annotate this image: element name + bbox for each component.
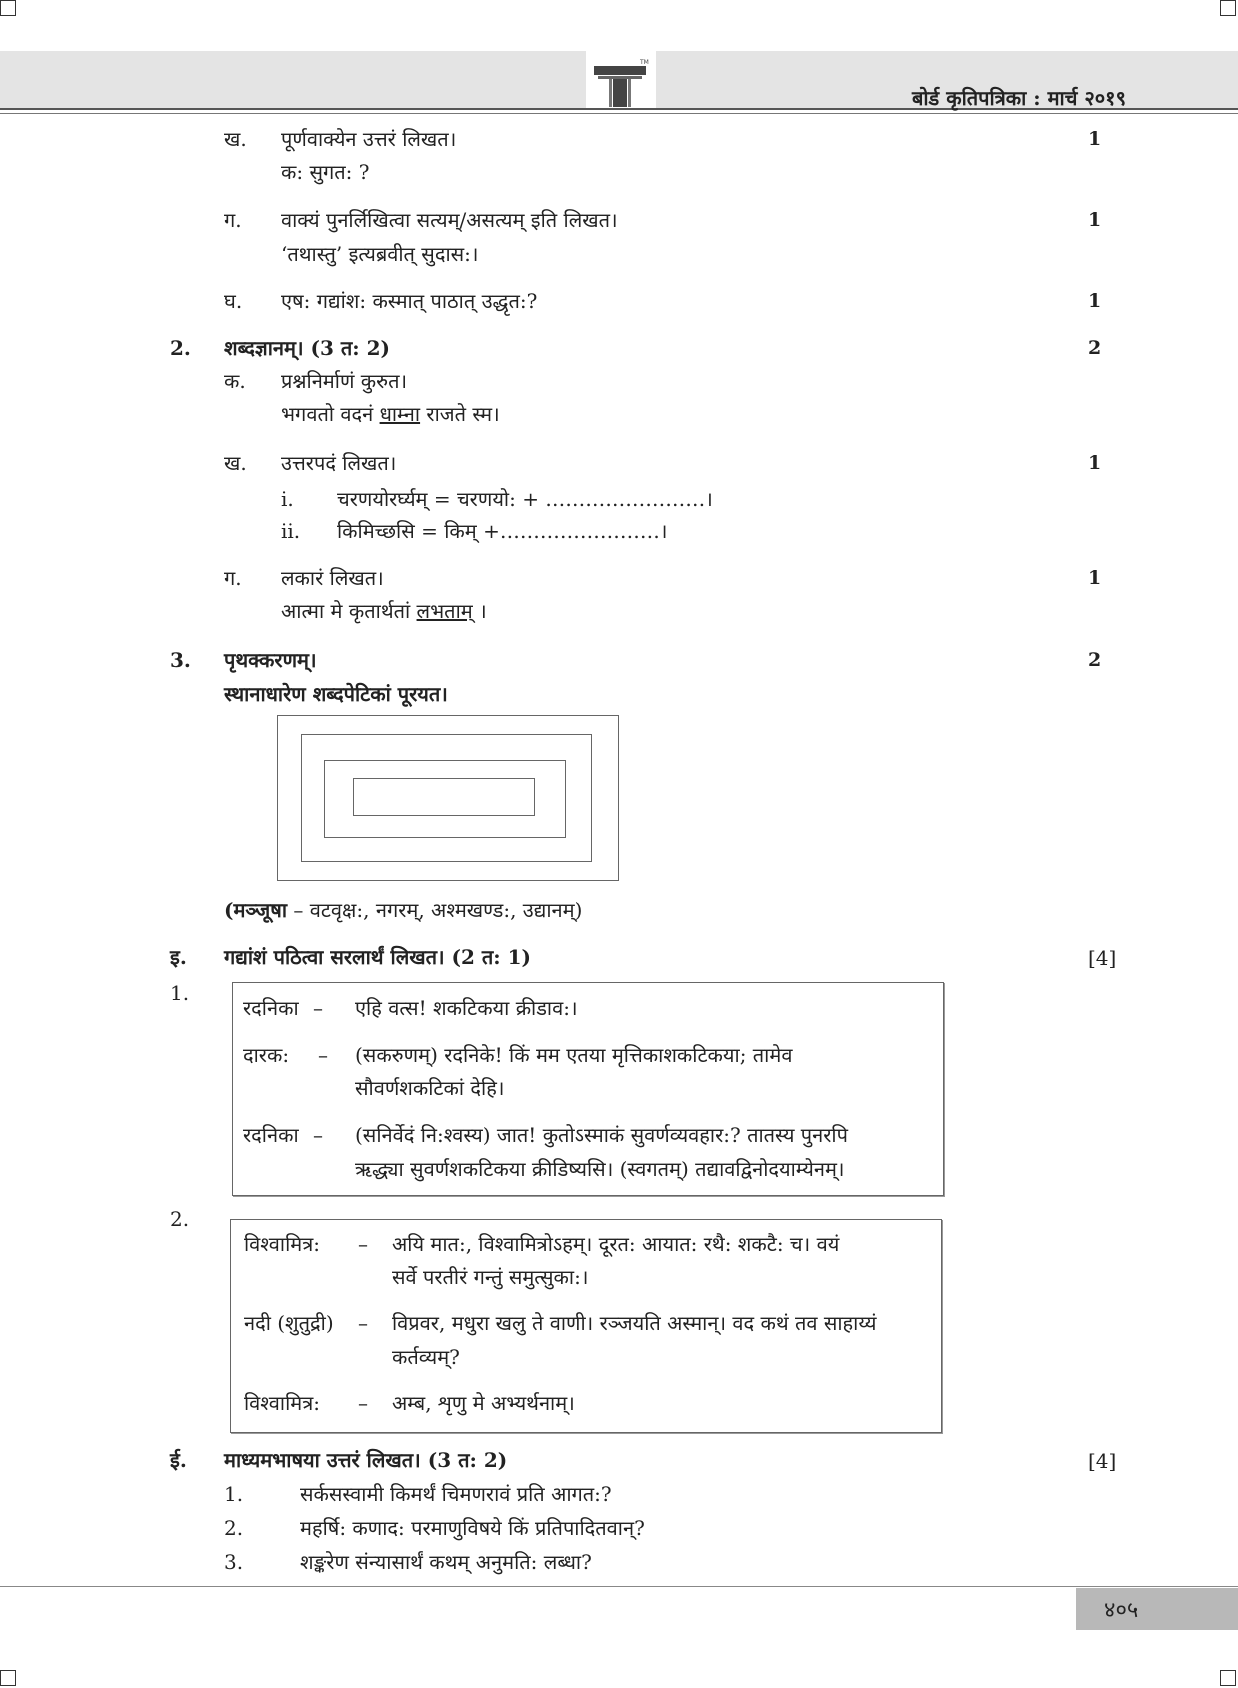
crop-mark-bottom-right bbox=[1220, 1670, 1236, 1686]
q3-number: 3. bbox=[170, 648, 191, 672]
passage-2-number: 2. bbox=[170, 1207, 190, 1231]
section-i-label: इ. bbox=[170, 945, 187, 969]
passage-2-line-1b: सर्वे परतीरं गन्तुं समुत्सुका:। bbox=[392, 1265, 589, 1289]
q2-ka-sentence-post: राजते स्म। bbox=[420, 402, 500, 426]
page-number: ४०५ bbox=[1104, 1598, 1139, 1623]
passage-2-speaker-3: विश्वामित्र: bbox=[244, 1391, 321, 1415]
passage-2-dash-2: – bbox=[358, 1311, 368, 1335]
q2-ka-sentence-underlined: धाम्ना bbox=[379, 402, 421, 426]
passage-1-speaker-2: दारक: bbox=[243, 1043, 290, 1067]
crop-mark-top-left bbox=[0, 0, 16, 16]
passage-1-line-3a: (सनिर्वेदं नि:श्वस्य) जात! कुतोऽस्माकं सुवर्णव्यवहार:? तातस्य पुनरपि bbox=[355, 1123, 848, 1147]
q2-ka-text: प्रश्ननिर्माणं कुरुत। bbox=[281, 369, 408, 393]
passage-2-dash-1: – bbox=[358, 1232, 368, 1256]
section-ii-title: माध्यमभाषया उत्तरं लिखत। (3 त: 2) bbox=[224, 1448, 508, 1472]
q2-kha-item-2-text: किमिच्छसि = किम् +……………………। bbox=[337, 519, 668, 543]
section-ii-item-3-text: शङ्करेण संन्यासार्थं कथम् अनुमति: लब्धा? bbox=[300, 1550, 592, 1574]
passage-2-line-3: अम्ब, शृणु मे अभ्यर्थनाम्। bbox=[392, 1391, 575, 1415]
section-ii-item-1-text: सर्कसस्वामी किमर्थं चिमणरावं प्रति आगत:? bbox=[300, 1482, 612, 1506]
q3-instruction: स्थानाधारेण शब्दपेटिकां पूरयत। bbox=[224, 682, 448, 706]
section-ii-item-2-text: महर्षि: कणाद: परमाणुविषये किं प्रतिपादितवान्? bbox=[300, 1516, 645, 1540]
q2-kha-label: ख. bbox=[224, 451, 247, 475]
q1-kha-text: पूर्णवाक्येन उत्तरं लिखत। bbox=[281, 127, 457, 151]
passage-1-line-3b: ऋद्ध्या सुवर्णशकटिकया क्रीडिष्यसि। (स्वगतम्) तद्यावद्विनोदयाम्येनम्। bbox=[355, 1157, 845, 1181]
q2-marks: 2 bbox=[1088, 337, 1102, 359]
q1-ga-label: ग. bbox=[224, 208, 242, 232]
q2-ga-sentence-pre: आत्मा मे कृतार्थतां bbox=[281, 599, 417, 623]
passage-1-number: 1. bbox=[170, 981, 190, 1005]
q2-ka-label: क. bbox=[224, 369, 246, 393]
q2-kha-item-1-num: i. bbox=[281, 487, 294, 511]
q2-ga-sentence-underlined: लभताम् bbox=[416, 599, 473, 623]
passage-2-line-2a: विप्रवर, मधुरा खलु ते वाणी। रञ्जयति अस्मान्। वद कथं तव साहाय्यं bbox=[392, 1311, 877, 1335]
q2-ga-label: ग. bbox=[224, 566, 242, 590]
header-rule-thin bbox=[0, 113, 1238, 114]
page-title: बोर्ड कृतिपत्रिका : मार्च २०१९ bbox=[911, 86, 1126, 110]
manjusha-words: – वटवृक्ष:, नगरम्, अश्मखण्ड:, उद्यानम्) bbox=[287, 898, 583, 922]
section-ii-item-1-num: 1. bbox=[224, 1482, 244, 1506]
q1-kha-question: क: सुगत: ? bbox=[281, 160, 370, 184]
passage-1-line-1: एहि वत्स! शकटिकया क्रीडाव:। bbox=[355, 996, 578, 1020]
logo-tm: TM bbox=[640, 59, 649, 66]
q1-ga-marks: 1 bbox=[1088, 209, 1102, 231]
section-ii-marks: [4] bbox=[1088, 1449, 1117, 1473]
passage-1-speaker-1: रदनिका bbox=[243, 996, 299, 1020]
passage-1-dash-2: – bbox=[318, 1043, 328, 1067]
q3-title: पृथक्करणम्। bbox=[224, 648, 317, 672]
section-i-marks: [4] bbox=[1088, 946, 1117, 970]
q1-gha-text: एष: गद्यांश: कस्मात् पाठात् उद्धृत:? bbox=[281, 289, 538, 313]
q2-ka-sentence bbox=[281, 401, 500, 427]
q2-kha-item-1-text: चरणयोरर्घ्यम् = चरणयो: + ……………………। bbox=[337, 487, 713, 511]
passage-2-speaker-1: विश्वामित्र: bbox=[244, 1232, 321, 1256]
section-ii-item-3-num: 3. bbox=[224, 1550, 244, 1574]
section-ii-label: ई. bbox=[170, 1448, 187, 1472]
q1-gha-marks: 1 bbox=[1088, 290, 1102, 312]
passage-1-dash-1: – bbox=[313, 996, 323, 1020]
q2-ka-sentence-pre: भगवतो वदनं bbox=[281, 402, 380, 426]
crop-mark-top-right bbox=[1220, 0, 1236, 16]
q2-kha-text: उत्तरपदं लिखत। bbox=[281, 451, 397, 475]
q2-kha-item-2-num: ii. bbox=[281, 519, 301, 543]
publisher-logo-icon bbox=[590, 58, 652, 108]
q1-kha-marks: 1 bbox=[1088, 128, 1102, 150]
q3-marks: 2 bbox=[1088, 649, 1102, 671]
q1-gha-label: घ. bbox=[224, 289, 243, 313]
crop-mark-bottom-left bbox=[0, 1670, 16, 1686]
passage-1-line-2a: (सकरुणम्) रदनिके! किं मम एतया मृत्तिकाशकटिकया; तामेव bbox=[355, 1043, 793, 1067]
passage-2-speaker-2: नदी (शुतुद्री) bbox=[244, 1311, 334, 1335]
section-ii-item-2-num: 2. bbox=[224, 1516, 244, 1540]
q2-ga-sentence-post: । bbox=[472, 599, 487, 623]
q2-ga-text: लकारं लिखत। bbox=[281, 566, 384, 590]
passage-2-line-1a: अयि मात:, विश्वामित्रोऽहम्। दूरत: आयात: रथै: शकटै: च। वयं bbox=[392, 1232, 840, 1256]
passage-2-dash-3: – bbox=[358, 1391, 368, 1415]
q1-kha-label: ख. bbox=[224, 127, 247, 151]
passage-1-speaker-3: रदनिका bbox=[243, 1123, 299, 1147]
q2-title: शब्दज्ञानम्। (3 त: 2) bbox=[224, 336, 390, 360]
manjusha-label: (मञ्जूषा bbox=[224, 898, 288, 922]
q2-ga-sentence bbox=[281, 598, 487, 624]
word-box-inner[interactable] bbox=[353, 778, 535, 816]
header-band-left bbox=[0, 51, 586, 108]
q1-ga-statement: ‘तथास्तु’ इत्यब्रवीत् सुदास:। bbox=[281, 242, 479, 266]
q2-number: 2. bbox=[170, 336, 191, 360]
footer-page-band bbox=[1076, 1588, 1238, 1630]
section-i-title: गद्यांशं पठित्वा सरलार्थं लिखत। (2 त: 1) bbox=[224, 945, 532, 969]
footer-rule bbox=[0, 1586, 1238, 1587]
passage-2-line-2b: कर्तव्यम्? bbox=[392, 1345, 460, 1369]
q1-ga-text: वाक्यं पुनर्लिखित्वा सत्यम्/असत्यम् इति लिखत। bbox=[281, 208, 618, 232]
manjusha-word-list bbox=[224, 897, 582, 923]
q2-ga-marks: 1 bbox=[1088, 567, 1102, 589]
q2-kha-marks: 1 bbox=[1088, 452, 1102, 474]
passage-1-line-2b: सौवर्णशकटिकां देहि। bbox=[355, 1076, 505, 1100]
passage-1-dash-3: – bbox=[313, 1123, 323, 1147]
